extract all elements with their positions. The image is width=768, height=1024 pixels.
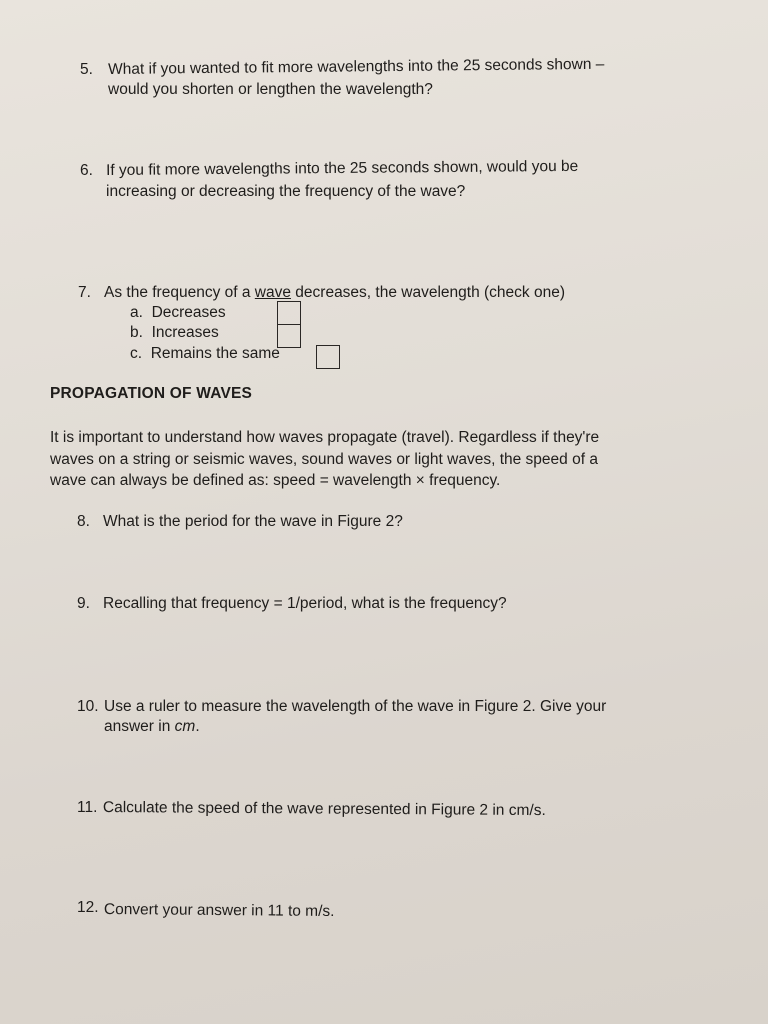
q7-option-b-label: Increases xyxy=(151,324,219,341)
q9-text: Recalling that frequency = 1/period, what is the frequency? xyxy=(103,595,507,612)
q10-line2-before: answer in xyxy=(104,718,175,735)
q10-line2-after: . xyxy=(195,718,200,735)
q10-number: 10. xyxy=(77,698,99,715)
q7-option-c-label: Remains the same xyxy=(150,345,280,362)
q8-number: 8. xyxy=(77,513,90,530)
q7-option-a xyxy=(130,303,226,323)
q7-option-b-letter: b. xyxy=(130,324,143,341)
q6-number: 6. xyxy=(80,162,93,179)
q7-stem-before: As the frequency of a xyxy=(104,284,255,301)
q11-text: Calculate the speed of the wave represented in Figure 2 in cm/s. xyxy=(102,799,546,820)
q7-stem-after: decreases, the wavelength (check one) xyxy=(290,284,565,301)
q5-line2: would you shorten or lengthen the wavelength? xyxy=(108,81,433,98)
q7-option-c-letter: c. xyxy=(130,345,143,362)
section-paragraph-line3: wave can always be defined as: speed = wavelength × frequency. xyxy=(50,472,501,489)
section-heading: PROPAGATION OF WAVES xyxy=(50,385,253,402)
q10-line1: Use a ruler to measure the wavelength of the wave in Figure 2. Give your xyxy=(104,698,607,715)
q6-line2: increasing or decreasing the frequency of the wave? xyxy=(106,183,466,200)
q6-line1: If you fit more wavelengths into the 25 seconds shown, would you be xyxy=(106,157,579,179)
q8-text: What is the period for the wave in Figure 2? xyxy=(103,513,403,530)
q7-option-c xyxy=(130,344,280,364)
q7-option-a-letter: a. xyxy=(130,304,143,321)
q5-number: 5. xyxy=(80,61,93,78)
q10-line2-italic: cm xyxy=(174,718,196,735)
q11-number: 11. xyxy=(77,799,98,816)
q7-option-a-label: Decreases xyxy=(151,304,226,321)
q12-number: 12. xyxy=(77,899,99,916)
q7-option-c-checkbox[interactable] xyxy=(316,345,340,369)
q7-number: 7. xyxy=(78,284,91,301)
q7-stem xyxy=(104,283,565,303)
section-paragraph-line2: waves on a string or seismic waves, sound waves or light waves, the speed of a xyxy=(50,451,598,468)
q7-option-b-checkbox[interactable] xyxy=(277,324,301,348)
q9-number: 9. xyxy=(77,595,90,612)
q12-text: Convert your answer in 11 to m/s. xyxy=(103,900,335,921)
q5-line1: What if you wanted to fit more wavelengths into the 25 seconds shown – xyxy=(108,55,605,78)
section-paragraph-line1: It is important to understand how waves propagate (travel). Regardless if they're xyxy=(50,429,600,446)
q7-stem-underlined: wave xyxy=(254,284,291,301)
q7-option-a-checkbox[interactable] xyxy=(277,301,301,325)
q7-option-b xyxy=(130,323,219,343)
q10-line2 xyxy=(104,717,200,737)
